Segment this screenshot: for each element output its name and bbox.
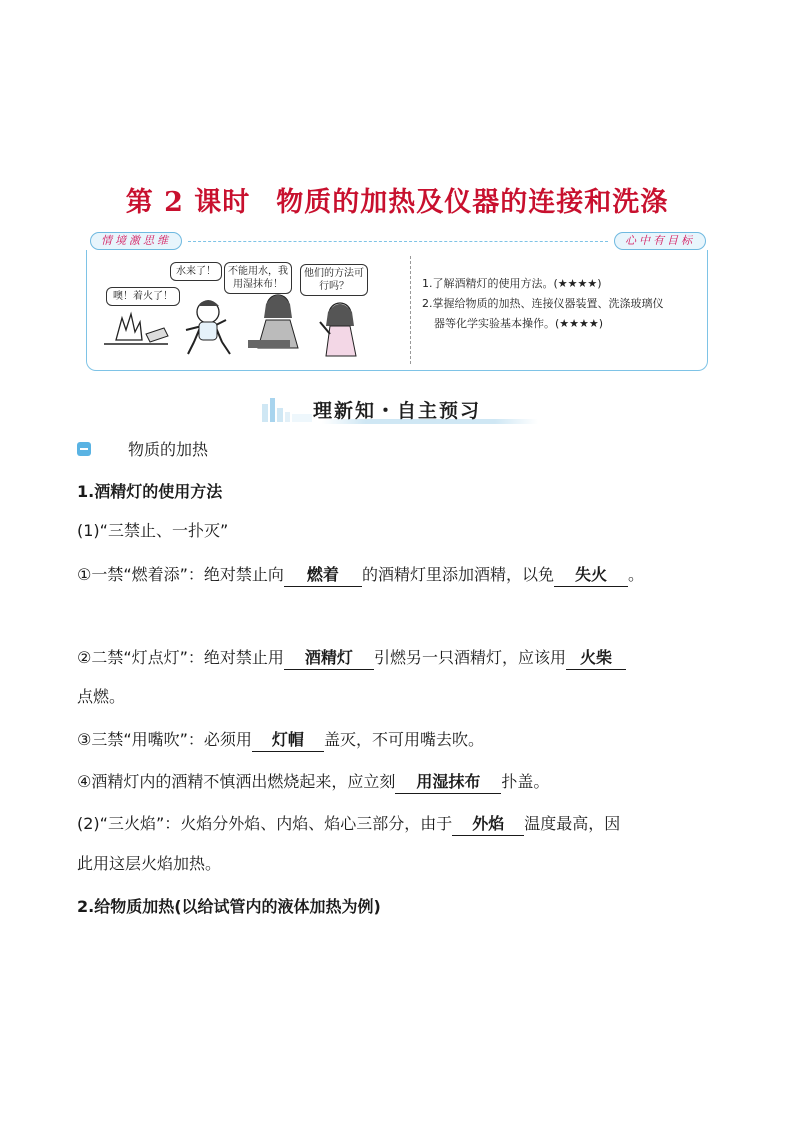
answer-blank: 酒精灯 [284,647,374,670]
q2-heading: 2.给物质加热(以给试管内的液体加热为例) [77,897,381,916]
fire-icon [104,314,168,344]
badge-goals: 心中有目标 [614,232,706,250]
girl-with-cloth-figure [248,295,298,348]
q1-item2-cont: 点燃。 [77,687,126,706]
part-one-icon [77,442,91,456]
lesson-topic: 物质的加热及仪器的连接和洗涤 [276,187,669,218]
q1-sub2-cont: 此用这层火焰加热。 [77,854,222,873]
learning-goal-1: 1.了解酒精灯的使用方法。(★★★★) [422,277,602,290]
answer-blank: 用湿抹布 [395,771,501,794]
q1-item3: ③三禁“用嘴吹”：必须用 灯帽 盖灭，不可用嘴去吹。 [77,729,484,752]
banner-divider [188,241,608,242]
q1-item2: ②二禁“灯点灯”：绝对禁止用 酒精灯 引燃另一只酒精灯，应该用 火柴 [77,647,626,670]
answer-blank: 失火 [554,564,628,587]
lesson-number: 第 2 课时 [125,187,251,218]
answer-blank: 燃着 [284,564,362,587]
answer-blank: 火柴 [566,647,626,670]
answer-blank: 灯帽 [252,729,324,752]
q1-heading: 1.酒精灯的使用方法 [77,482,223,501]
learning-goal-2-cont: 器等化学实验基本操作。(★★★★) [434,317,604,330]
answer-blank: 外焰 [452,813,524,836]
thinking-girl-figure [320,303,356,356]
speech-bubble-fire: 噢！着火了！ [106,287,180,306]
speech-bubble-cloth: 不能用水，我用湿抹布！ [224,262,292,294]
part-label: 物质的加热 [128,440,209,459]
q1-sub1: (1)“三禁止、一扑灭” [77,521,229,540]
section-heading: 理新知・自主预习 [312,400,481,422]
q1-item4: ④酒精灯内的酒精不慎洒出燃烧起来，应立刻 用湿抹布 扑盖。 [77,771,549,794]
intro-divider [410,256,411,364]
running-boy-figure [186,300,230,354]
page-title [0,180,794,219]
q1-item1: ①一禁“燃着添”：绝对禁止向 燃着 的酒精灯里添加酒精，以免 失火 。 [77,564,644,587]
learning-goal-2: 2.掌握给物质的加热、连接仪器装置、洗涤玻璃仪 [422,297,664,310]
q1-sub2: (2)“三火焰”：火焰分外焰、内焰、焰心三部分，由于 外焰 温度最高，因 [77,813,620,836]
badge-situation: 情境激思维 [90,232,182,250]
speech-bubble-question: 他们的方法可行吗？ [300,264,368,296]
speech-bubble-water: 水来了！ [170,262,222,281]
